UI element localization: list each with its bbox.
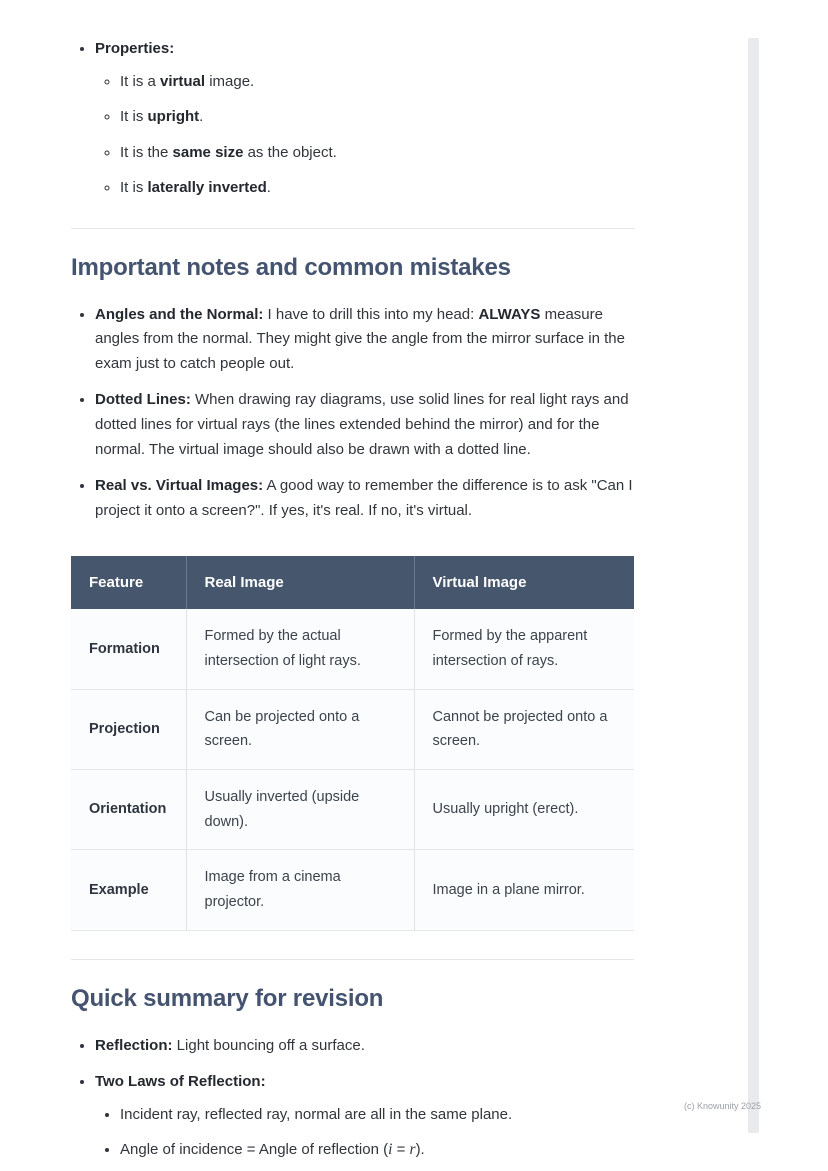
table-cell-real: Formed by the actual intersection of light rays. <box>186 609 414 689</box>
comparison-table <box>71 556 634 930</box>
law-item: • Angle of incidence = Angle of reflection (i = r). <box>120 1138 634 1162</box>
table-header-feature: Feature <box>71 556 186 609</box>
document-body <box>71 0 634 1171</box>
note-item: • Dotted Lines: When drawing ray diagrams, use solid lines for real light rays and dotted lines for virtual rays (the lines extended behind the mirror) and for the normal. The virtual image should also be drawn with a dotted line. <box>95 388 634 462</box>
scrollbar-track[interactable] <box>748 38 759 1133</box>
properties-list <box>71 37 634 200</box>
table-row <box>71 770 634 850</box>
table-cell-real: Usually inverted (upside down). <box>186 770 414 850</box>
summary-list <box>71 1034 634 1162</box>
property-item: ◦ It is a virtual image. <box>120 71 634 94</box>
summary-item: • Reflection: Light bouncing off a surface. <box>95 1034 634 1059</box>
table-cell-real: Image from a cinema projector. <box>186 850 414 930</box>
section-divider <box>71 959 634 960</box>
table-cell-feature: Orientation <box>71 770 186 850</box>
notes-heading: Important notes and common mistakes <box>71 253 511 281</box>
table-cell-feature: Projection <box>71 689 186 769</box>
table-cell-feature: Formation <box>71 609 186 689</box>
table-header-real-image: Real Image <box>186 556 414 609</box>
table-row <box>71 850 634 930</box>
math-var-i: i <box>388 1141 393 1159</box>
table-cell-virtual: Image in a plane mirror. <box>414 850 634 930</box>
property-item: ◦ It is upright. <box>120 106 634 129</box>
table-cell-virtual: Usually upright (erect). <box>414 770 634 850</box>
properties-title-item <box>95 37 634 200</box>
summary-heading: Quick summary for revision <box>71 984 384 1012</box>
properties-sublist <box>95 71 634 200</box>
note-item: • Real vs. Virtual Images: A good way to remember the difference is to ask "Can I project it onto a screen?". If yes, it's real. If no, it's virtual. <box>95 474 634 523</box>
watermark: (c) Knowunity 2025 <box>684 1101 762 1111</box>
section-divider <box>71 228 634 229</box>
table-cell-real: Can be projected onto a screen. <box>186 689 414 769</box>
property-item: ◦ It is the same size as the object. <box>120 142 634 165</box>
table-header-virtual-image: Virtual Image <box>414 556 634 609</box>
table-row <box>71 609 634 689</box>
laws-sublist <box>95 1104 634 1162</box>
table-cell-feature: Example <box>71 850 186 930</box>
table-header-row <box>71 556 634 609</box>
note-item: • Angles and the Normal: I have to drill this into my head: ALWAYS measure angles from the normal. They might give the angle from the mirror surface in the exam just to catch people out. <box>95 303 634 377</box>
property-item: ◦ It is laterally inverted. <box>120 177 634 200</box>
table-cell-virtual: Cannot be projected onto a screen. <box>414 689 634 769</box>
table-cell-virtual: Formed by the apparent intersection of rays. <box>414 609 634 689</box>
summary-item: • Two Laws of Reflection: • Incident ray, reflected ray, normal are all in the same plane. • Angle of incidence = Angle of reflection (i = r). <box>95 1070 634 1162</box>
properties-title: Properties: <box>95 40 175 57</box>
law-item: • Incident ray, reflected ray, normal are all in the same plane. <box>120 1104 634 1127</box>
notes-list <box>71 303 634 524</box>
table-row <box>71 689 634 769</box>
math-var-r: r <box>409 1141 416 1159</box>
